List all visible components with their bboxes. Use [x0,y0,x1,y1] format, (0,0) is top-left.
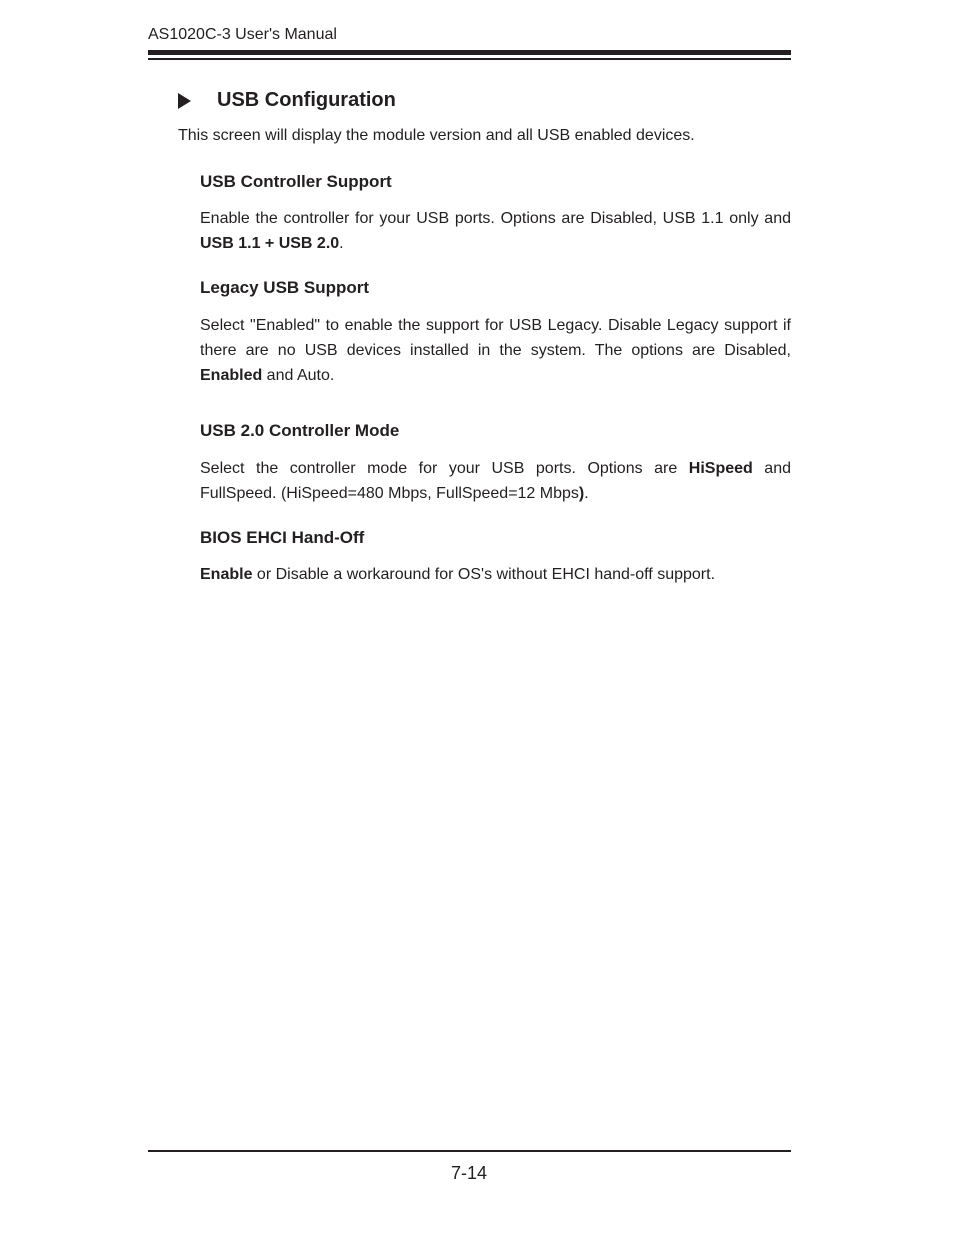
header-title: AS1020C-3 User's Manual [148,26,337,43]
legacy-usb-support-heading: Legacy USB Support [200,278,370,297]
section-title-text: USB Configuration [217,89,396,111]
usb-2-controller-mode-text: Select the controller mode for your USB ports. Options are HiSpeed and FullSpeed. (HiSpeed=480 Mbps, FullSpeed=12 Mbps). [200,460,792,502]
usb-controller-support-heading: USB Controller Support [200,172,392,191]
header-rule-thin [148,58,791,60]
section-intro: This screen will display the module version and all USB enabled devices. [178,127,695,144]
header-rule-thick [148,50,791,55]
legacy-usb-support-text: Select "Enabled" to enable the support for USB Legacy. Disable Legacy support if there are no USB devices installed in the system. The options are Disabled, Enabled and Auto. [200,317,791,384]
bios-ehci-handoff-text: Enable or Disable a workaround for OS's without EHCI hand-off support. [200,566,716,583]
page-number: 7-14 [450,1163,488,1183]
usb-2-controller-mode-heading: USB 2.0 Controller Mode [200,421,400,440]
section-title [178,89,396,112]
triangle-right-icon [178,93,191,109]
footer-rule [148,1150,791,1152]
bios-ehci-handoff-heading: BIOS EHCI Hand-Off [200,528,365,547]
usb-controller-support-text: Enable the controller for your USB ports. Options are Disabled, USB 1.1 only and USB 1.1 + USB 2.0. [200,210,791,252]
